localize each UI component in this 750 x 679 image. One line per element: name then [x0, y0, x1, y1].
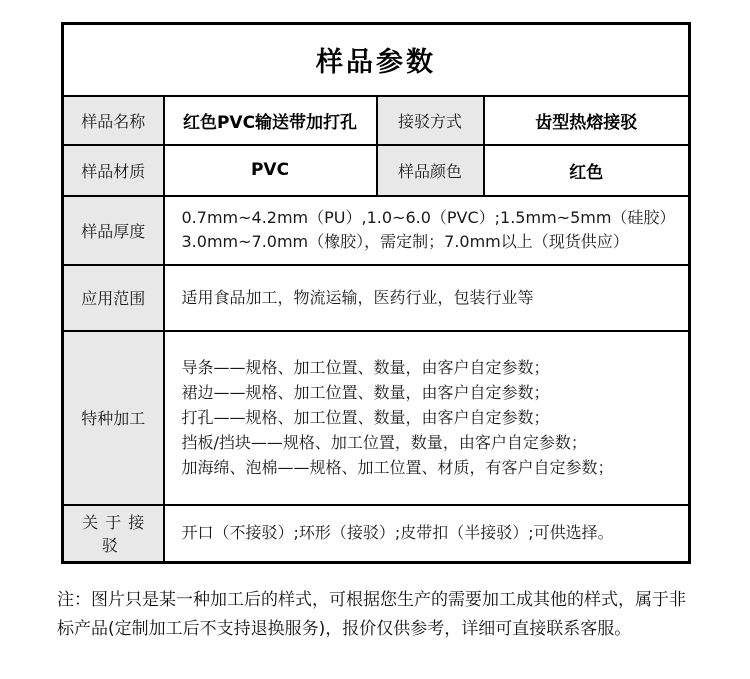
- special-line-guide-strip: 导条——规格、加工位置、数量，由客户自定参数；: [181, 358, 550, 377]
- label-joint-method: 接驳方式: [377, 96, 484, 145]
- value-special-processing: [164, 331, 690, 505]
- value-sample-color: 红色: [484, 145, 690, 196]
- label-application-range: 应用范围: [63, 265, 164, 331]
- table-row: [63, 96, 690, 145]
- sample-parameters-table: [61, 22, 691, 564]
- value-about-joint: 开口（不接驳）;环形（接驳）;皮带扣（半接驳）;可供选择。: [164, 505, 690, 563]
- table-row: [63, 331, 690, 505]
- footer-note: 注：图片只是某一种加工后的样式，可根据您生产的需要加工成其他的样式，属于非标产品(定制加工后不支持退换服务)，报价仅供参考，详细可直接联系客服。: [57, 590, 686, 639]
- table-row: [63, 265, 690, 331]
- label-sample-material: 样品材质: [63, 145, 164, 196]
- label-about-joint: 关于接驳: [63, 505, 164, 563]
- value-sample-material: PVC: [164, 145, 377, 196]
- thickness-line-1: 0.7mm~4.2mm（PU）,1.0~6.0（PVC）;1.5mm~5mm（硅胶）: [181, 208, 676, 227]
- table-row: [63, 505, 690, 563]
- value-application-range: 适用食品加工，物流运输，医药行业，包装行业等: [164, 265, 690, 331]
- table-title: 样品参数: [63, 24, 690, 96]
- value-sample-name: 红色PVC输送带加打孔: [164, 96, 377, 145]
- thickness-line-2: 3.0mm~7.0mm（橡胶），需定制；7.0mm以上（现货供应）: [181, 232, 629, 251]
- special-line-skirt-edge: 裙边——规格、加工位置、数量，由客户自定参数；: [181, 383, 550, 402]
- table-row: [63, 145, 690, 196]
- label-sample-color: 样品颜色: [377, 145, 484, 196]
- special-line-sponge-foam: 加海绵、泡棉——规格、加工位置、材质，有客户自定参数；: [181, 458, 614, 477]
- label-sample-thickness: 样品厚度: [63, 196, 164, 265]
- value-sample-thickness: [164, 196, 690, 265]
- label-sample-name: 样品名称: [63, 96, 164, 145]
- special-line-baffle: 挡板/挡块——规格、加工位置，数量，由客户自定参数；: [181, 433, 587, 452]
- label-special-processing: 特种加工: [63, 331, 164, 505]
- table-title-row: [63, 24, 690, 96]
- special-line-punching: 打孔——规格、加工位置、数量，由客户自定参数；: [181, 408, 550, 427]
- table-row: [63, 196, 690, 265]
- value-joint-method: 齿型热熔接驳: [484, 96, 690, 145]
